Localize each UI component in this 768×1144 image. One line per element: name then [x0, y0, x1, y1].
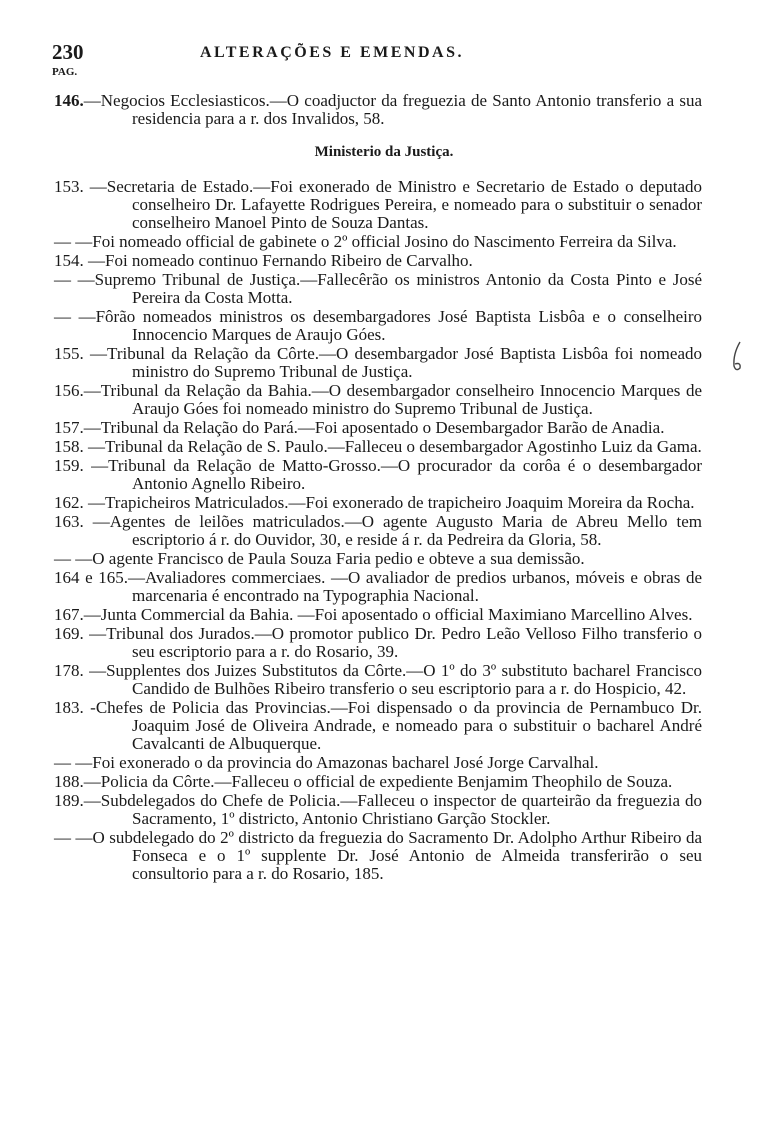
entry-number: 156. — [54, 381, 84, 400]
entry-text: —Tribunal dos Jurados.—O promotor publico Dr. Pedro Leão Velloso Filho transferio o seu escriptorio para a r. do Rosario, 39. — [83, 624, 702, 661]
entry-text: -Chefes de Policia das Provincias.—Foi dispensado o da provincia de Pernambuco Dr. Joaquim José de Oliveira Andrade, e nomeado para o substituir o bacharel André Cavalcanti de Albuquerque. — [83, 698, 702, 753]
page-number: 230 — [52, 40, 84, 64]
entry-text: —Fôrão nomeados ministros os desembargadores José Baptista Lisbôa e o conselheiro Innocencio Marques de Araujo Góes. — [71, 307, 702, 344]
entry-number: — — [54, 753, 71, 772]
entries-list — [0, 178, 702, 884]
entry-number: 188. — [54, 772, 84, 791]
entry — [0, 792, 702, 828]
entry-text: —Avaliadores commerciaes. —O avaliador de predios urbanos, móveis e obras de marcenaria é encontrado na Typographia Nacional. — [128, 568, 702, 605]
entry — [0, 178, 702, 232]
entry — [0, 829, 702, 883]
entry-text: —Policia da Côrte.—Falleceu o official de expediente Benjamim Theophilo de Souza. — [83, 772, 673, 791]
entry-text: —Trapicheiros Matriculados.—Foi exonerado de trapicheiro Joaquim Moreira da Rocha. — [83, 493, 695, 512]
entry — [0, 513, 702, 549]
entry-number: 159. — [54, 456, 84, 475]
entry-number: — — [54, 549, 71, 568]
entry-text: —Foi nomeado official de gabinete o 2º official Josino do Nascimento Ferreira da Silva. — [71, 232, 677, 251]
entry-number: 164 e 165. — [54, 568, 128, 587]
entry — [0, 494, 702, 512]
entry — [0, 569, 702, 605]
entry-text: —Tribunal da Relação da Côrte.—O desembargador José Baptista Lisbôa foi nomeado ministro do Supremo Tribunal de Justiça. — [83, 344, 702, 381]
entry-number: 163. — [54, 512, 84, 531]
entry — [0, 438, 702, 456]
entry — [0, 271, 702, 307]
entry-text: —Negocios Ecclesiasticos.—O coadjuctor da freguezia de Santo Antonio transferio a sua residencia para a r. dos Invalidos, 58. — [83, 91, 702, 128]
handwritten-mark-icon — [728, 340, 748, 374]
entry — [0, 606, 702, 624]
entry — [0, 92, 702, 128]
entry-text: —Tribunal da Relação do Pará.—Foi aposentado o Desembargador Barão de Anadia. — [83, 418, 665, 437]
entry-number: 169. — [54, 624, 84, 643]
section-title: Ministerio da Justiça. — [314, 144, 454, 160]
entry-number: — — [54, 270, 71, 289]
entry — [0, 457, 702, 493]
entry-number: 157. — [54, 418, 84, 437]
entry-text: —O subdelegado do 2º districto da freguezia do Sacramento Dr. Adolpho Arthur Ribeiro da Fonseca e o 1º supplente Dr. José Antonio de Almeida transferirão o seu consultorio para a r. do Rosario, 185. — [71, 828, 702, 883]
entry — [0, 308, 702, 344]
entry — [0, 662, 702, 698]
entry-text: —Junta Commercial da Bahia. —Foi aposentado o official Maximiano Marcellino Alves. — [83, 605, 693, 624]
entry-number: 167. — [54, 605, 84, 624]
entry-text: —Supplentes dos Juizes Substitutos da Côrte.—O 1º do 3º substituto bacharel Francisco Candido de Bulhões Ribeiro transferio o seu escriptorio para a r. do Hospicio, 42. — [83, 661, 702, 698]
entry — [0, 625, 702, 661]
entry-text: —Tribunal da Relação da Bahia.—O desembargador conselheiro Innocencio Marques de Araujo Góes foi nomeado ministro do Supremo Tribunal de Justiça. — [83, 381, 702, 418]
entry-number: 162. — [54, 493, 84, 512]
entry-text: —Foi exonerado o da provincia do Amazonas bacharel José Jorge Carvalhal. — [71, 753, 599, 772]
entry-number: 154. — [54, 251, 84, 270]
entry-number: 158. — [54, 437, 84, 456]
entry — [0, 382, 702, 418]
entry-number: 155. — [54, 344, 84, 363]
entry-text: —Tribunal da Relação de S. Paulo.—Falleceu o desembargador Agostinho Luiz da Gama. — [83, 437, 702, 456]
entry — [0, 233, 702, 251]
entry-text: —O agente Francisco de Paula Souza Faria pedio e obteve a sua demissão. — [71, 549, 585, 568]
entry — [0, 252, 702, 270]
entry — [0, 699, 702, 753]
entry-text: —Supremo Tribunal de Justiça.—Fallecêrão os ministros Antonio da Costa Pinto e José Pereira da Costa Motta. — [71, 270, 702, 307]
entry — [0, 550, 702, 568]
entry — [0, 773, 702, 791]
entry-text: —Tribunal da Relação de Matto-Grosso.—O procurador da corôa é o desembargador Antonio Agnello Ribeiro. — [83, 456, 702, 493]
entry — [0, 754, 702, 772]
entry — [0, 345, 702, 381]
entry-number: 178. — [54, 661, 84, 680]
entry — [0, 419, 702, 437]
entry-number: — — [54, 828, 71, 847]
entry-text: —Agentes de leilões matriculados.—O agente Augusto Maria de Abreu Mello tem escriptorio á r. do Ouvidor, 30, e reside á r. da Pedreira da Gloria, 58. — [83, 512, 702, 549]
entry-number: — — [54, 232, 71, 251]
entry-number: 146. — [54, 91, 84, 110]
entry-number: — — [54, 307, 71, 326]
entry-text: —Subdelegados do Chefe de Policia.—Falleceu o inspector de quarteirão da freguezia do Sacramento, 1º districto, Antonio Christiano Garção Stockler. — [83, 791, 702, 828]
entry-text: —Secretaria de Estado.—Foi exonerado de Ministro e Secretario de Estado o deputado conselheiro Dr. Lafayette Rodrigues Pereira, e nomeado para o substituir o senador conselheiro Manoel Pinto de Souza Dantas. — [83, 177, 702, 232]
column-label: PAG. — [52, 66, 78, 78]
intro-entries — [0, 92, 702, 129]
entry-number: 183. — [54, 698, 84, 717]
running-title: ALTERAÇÕES E EMENDAS. — [200, 44, 464, 61]
entry-text: —Foi nomeado continuo Fernando Ribeiro de Carvalho. — [83, 251, 473, 270]
entry-number: 189. — [54, 791, 84, 810]
entry-number: 153. — [54, 177, 84, 196]
